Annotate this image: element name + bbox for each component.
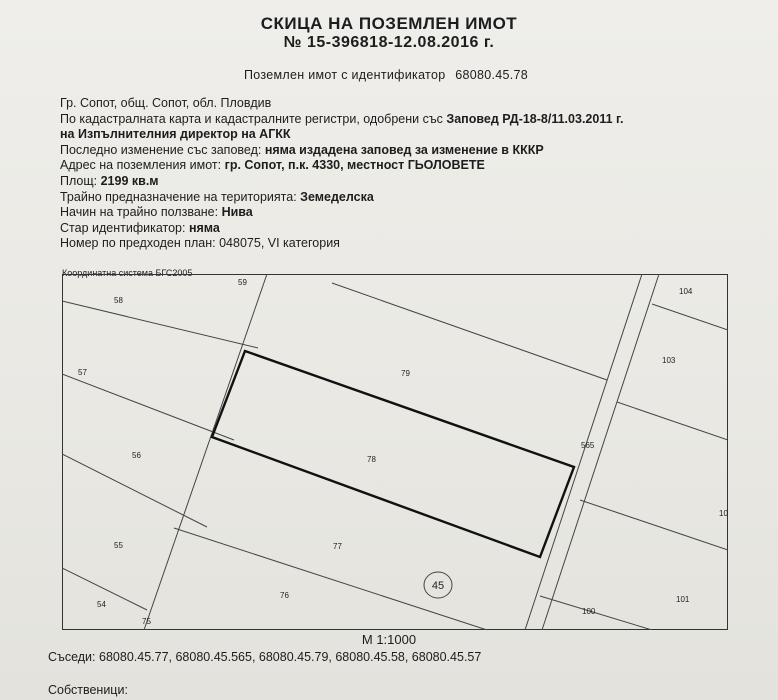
prev-plan-row [60,236,760,252]
road-right-edge [542,274,659,630]
area-value: 2199 кв.м [100,173,159,188]
last-change-row [60,143,760,159]
parcel-label-565: 565 [581,441,595,450]
boundary-104-103 [652,304,728,330]
area-row [60,174,760,190]
old-id-row [60,221,760,237]
purpose-value: Земеделска [300,189,374,204]
last-change-value: няма издадена заповед за изменение в КККР [264,142,544,157]
subject-parcel-78[interactable] [212,351,574,557]
purpose-row [60,190,760,206]
map-basis-order: Заповед РД-18-8/11.03.2011 г. [446,111,624,126]
location-text: Гр. Сопот, общ. Сопот, обл. Пловдив [60,96,272,110]
neighbors-row [48,650,481,664]
property-info-block [60,96,760,252]
boundary-101-100 [540,596,652,630]
map-basis-issuer: на Изпълнителния директор на АГКК [60,127,291,142]
map-scale: М 1:1000 [361,632,417,647]
address-value: гр. Сопот, п.к. 4330, местност ГЬОЛОВЕТЕ [224,158,485,173]
old-id-label: Стар идентификатор: [60,220,189,235]
parcel-label-78: 78 [367,455,376,464]
location-row [60,96,760,112]
parcel-label-57: 57 [78,368,87,377]
map-basis-row [60,112,760,128]
parcel-label-100: 100 [582,607,596,616]
cadastral-map [62,274,728,630]
old-id-value: няма [188,220,220,235]
map-basis-prefix: По кадастралната карта и кадастралните регистри, одобрени със [60,111,447,126]
usage-row [60,205,760,221]
area-label: Площ: [60,173,101,188]
parcel-label-101: 101 [676,595,690,604]
prev-plan-label: Номер по предходен план: [60,236,220,251]
owners-label: Собственици: [48,683,128,697]
document-title: СКИЦА НА ПОЗЕМЛЕН ИМОТ [260,14,518,33]
boundary-103-10x [617,402,728,440]
boundary-58-57 [62,301,258,348]
parcel-label-77: 77 [333,542,342,551]
field-left-boundary [144,274,267,630]
boundary-56-55 [62,454,207,527]
boundary-10x-101 [580,500,728,550]
parcel-label-79: 79 [401,369,410,378]
address-row [60,158,760,174]
identifier-line [244,68,528,82]
parcel-label-75: 75 [142,617,151,626]
neighbors-value: 68080.45.77, 68080.45.565, 68080.45.79, 68080.45.58, 68080.45.57 [99,650,482,664]
prev-plan-value: 048075, VI категория [219,236,340,251]
boundary-77-76 [174,528,487,630]
purpose-label: Трайно предназначение на територията: [60,189,301,204]
zone-label: 45 [431,580,445,592]
identifier-value: 68080.45.78 [455,68,529,82]
parcel-label-59: 59 [238,278,247,287]
parcel-label-55: 55 [114,541,123,550]
boundary-57-56 [62,374,234,440]
parcel-label-56: 56 [132,451,141,460]
boundary-79-top [332,283,607,380]
parcel-label-54: 54 [97,600,106,609]
document-number: № 15-396818-12.08.2016 г. [283,34,495,51]
usage-value: Нива [221,205,253,220]
parcel-label-10x: 10 [719,509,728,518]
parcel-label-104: 104 [679,287,693,296]
parcel-label-103: 103 [662,356,676,365]
last-change-label: Последно изменение със заповед: [60,142,265,157]
identifier-label: Поземлен имот с идентификатор [244,68,446,82]
parcel-label-76: 76 [280,591,289,600]
coordinate-system-label: Координатна система БГС2005 [62,268,193,278]
address-label: Адрес на поземления имот: [60,158,225,173]
neighbors-label: Съседи: [48,650,96,664]
road-left-edge [525,274,642,630]
parcel-label-58: 58 [114,296,123,305]
usage-label: Начин на трайно ползване: [60,205,222,220]
